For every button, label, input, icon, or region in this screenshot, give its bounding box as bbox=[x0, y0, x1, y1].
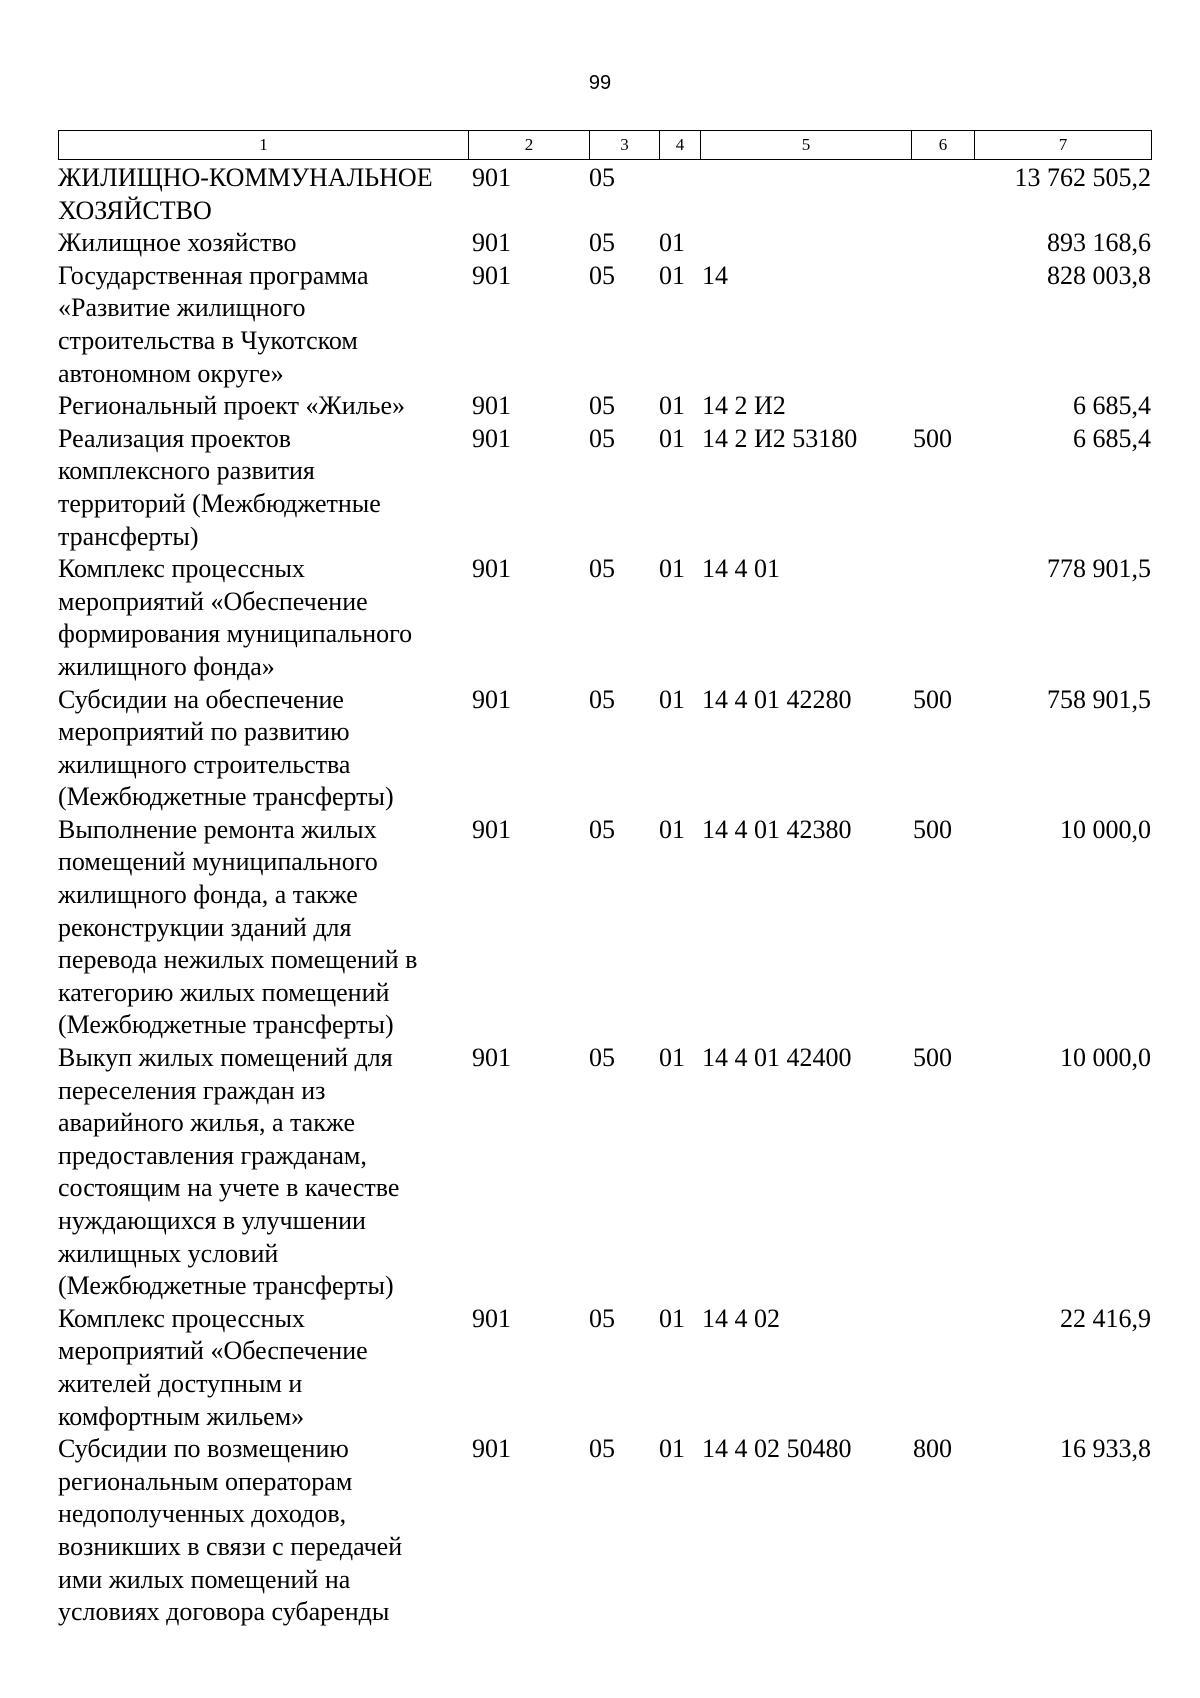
row-target-article-cell bbox=[700, 162, 911, 227]
row-code-2-cell: 901 bbox=[472, 391, 511, 421]
row-expense-type-cell bbox=[911, 227, 974, 260]
row-section-cell: 05 bbox=[589, 1434, 615, 1464]
row-amount-cell: 758 901,5 bbox=[1047, 684, 1151, 714]
row-amount-cell: 828 003,8 bbox=[1047, 260, 1151, 290]
column-header-7: 7 bbox=[975, 131, 1152, 160]
row-subsection-cell: 01 bbox=[659, 1434, 685, 1464]
row-expense-type-cell: 800 bbox=[913, 1434, 952, 1464]
budget-table bbox=[58, 162, 1151, 1629]
row-expense-type-cell bbox=[911, 390, 974, 423]
row-code-2-cell: 901 bbox=[472, 1303, 511, 1333]
row-subsection-cell: 01 bbox=[659, 554, 685, 584]
row-name-cell: Комплекс процессных мероприятий «Обеспечение формирования муниципального жилищного фонда» bbox=[58, 554, 413, 681]
column-header-table bbox=[58, 130, 1152, 160]
page-number: 99 bbox=[588, 72, 612, 94]
row-subsection-cell bbox=[659, 162, 700, 227]
row-section-cell: 05 bbox=[589, 423, 615, 453]
column-header-5: 5 bbox=[701, 131, 912, 160]
row-amount-cell: 893 168,6 bbox=[1047, 228, 1151, 258]
row-name-cell: ЖИЛИЩНО-КОММУНАЛЬНОЕ ХОЗЯЙСТВО bbox=[58, 163, 433, 225]
column-header-3: 3 bbox=[590, 131, 660, 160]
column-header-row bbox=[59, 131, 1152, 160]
row-amount-cell: 6 685,4 bbox=[1073, 391, 1151, 421]
row-target-article-cell: 14 4 02 bbox=[702, 1303, 780, 1333]
row-target-article-cell: 14 4 01 42380 bbox=[702, 814, 852, 844]
row-name-cell: Жилищное хозяйство bbox=[58, 228, 297, 258]
row-expense-type-cell bbox=[911, 1303, 974, 1433]
row-target-article-cell: 14 bbox=[702, 260, 728, 290]
row-expense-type-cell bbox=[911, 260, 974, 390]
column-header-2: 2 bbox=[469, 131, 590, 160]
row-name-cell: Субсидии по возмещению региональным операторам недополученных доходов, возникших в связи с передачей ими жилых помещений на условиях договора субаренды bbox=[58, 1434, 403, 1627]
row-name-cell: Выполнение ремонта жилых помещений муниципального жилищного фонда, а также реконструкции зданий для перевода нежилых помещений в категорию жилых помещений (Межбюджетные трансферты) bbox=[58, 814, 418, 1040]
row-subsection-cell: 01 bbox=[659, 684, 685, 714]
row-code-2-cell: 901 bbox=[472, 163, 511, 192]
row-expense-type-cell: 500 bbox=[913, 1043, 952, 1073]
row-amount-cell: 16 933,8 bbox=[1060, 1434, 1151, 1464]
table-row bbox=[58, 390, 1151, 423]
row-section-cell: 05 bbox=[589, 163, 615, 192]
row-code-2-cell: 901 bbox=[472, 423, 511, 453]
row-section-cell: 05 bbox=[589, 391, 615, 421]
row-subsection-cell: 01 bbox=[659, 814, 685, 844]
row-subsection-cell: 01 bbox=[659, 423, 685, 453]
row-amount-cell: 6 685,4 bbox=[1073, 423, 1151, 453]
table-row bbox=[58, 814, 1151, 1042]
row-expense-type-cell: 500 bbox=[913, 423, 952, 453]
row-code-2-cell: 901 bbox=[472, 228, 511, 258]
row-section-cell: 05 bbox=[589, 1303, 615, 1333]
table-row bbox=[58, 553, 1151, 683]
row-target-article-cell: 14 4 01 42280 bbox=[702, 684, 852, 714]
column-header-6: 6 bbox=[912, 131, 975, 160]
row-target-article-cell: 14 4 02 50480 bbox=[702, 1434, 852, 1464]
row-section-cell: 05 bbox=[589, 1043, 615, 1073]
table-row bbox=[58, 1433, 1151, 1629]
row-subsection-cell: 01 bbox=[659, 391, 685, 421]
row-expense-type-cell bbox=[911, 553, 974, 683]
row-amount-cell: 10 000,0 bbox=[1060, 1043, 1151, 1073]
column-header-1: 1 bbox=[59, 131, 469, 160]
row-name-cell: Реализация проектов комплексного развития территорий (Межбюджетные трансферты) bbox=[58, 423, 381, 551]
row-name-cell: Выкуп жилых помещений для переселения граждан из аварийного жилья, а также предоставления гражданам, состоящим на учете в качестве нуждающихся в улучшении жилищных условий (Межбюджетные трансферты) bbox=[58, 1043, 400, 1301]
row-code-2-cell: 901 bbox=[472, 1043, 511, 1073]
row-subsection-cell: 01 bbox=[659, 1043, 685, 1073]
table-row bbox=[58, 684, 1151, 814]
row-code-2-cell: 901 bbox=[472, 554, 511, 584]
row-expense-type-cell bbox=[911, 162, 974, 227]
row-subsection-cell: 01 bbox=[659, 228, 685, 258]
row-amount-cell: 778 901,5 bbox=[1047, 554, 1151, 584]
row-expense-type-cell: 500 bbox=[913, 684, 952, 714]
row-code-2-cell: 901 bbox=[472, 260, 511, 290]
table-row bbox=[58, 260, 1151, 390]
row-name-cell: Региональный проект «Жилье» bbox=[58, 391, 406, 421]
row-expense-type-cell: 500 bbox=[913, 814, 952, 844]
row-target-article-cell bbox=[700, 227, 911, 260]
column-header-4: 4 bbox=[660, 131, 701, 160]
row-amount-cell: 10 000,0 bbox=[1060, 814, 1151, 844]
row-code-2-cell: 901 bbox=[472, 1434, 511, 1464]
row-target-article-cell: 14 4 01 bbox=[702, 554, 780, 584]
row-amount-cell: 22 416,9 bbox=[1060, 1303, 1151, 1333]
row-subsection-cell: 01 bbox=[659, 1303, 685, 1333]
row-target-article-cell: 14 4 01 42400 bbox=[702, 1043, 852, 1073]
row-subsection-cell: 01 bbox=[659, 260, 685, 290]
row-section-cell: 05 bbox=[589, 684, 615, 714]
table-row bbox=[58, 423, 1151, 553]
table-row bbox=[58, 1042, 1151, 1303]
row-name-cell: Комплекс процессных мероприятий «Обеспечение жителей доступным и комфортным жильем» bbox=[58, 1303, 368, 1431]
row-code-2-cell: 901 bbox=[472, 684, 511, 714]
table-row bbox=[58, 1303, 1151, 1433]
row-target-article-cell: 14 2 И2 bbox=[702, 391, 786, 421]
row-code-2-cell: 901 bbox=[472, 814, 511, 844]
row-name-cell: Субсидии на обеспечение мероприятий по развитию жилищного строительства (Межбюджетные трансферты) bbox=[58, 684, 394, 812]
row-section-cell: 05 bbox=[589, 554, 615, 584]
row-section-cell: 05 bbox=[589, 260, 615, 290]
row-target-article-cell: 14 2 И2 53180 bbox=[702, 423, 858, 453]
row-section-cell: 05 bbox=[589, 228, 615, 258]
row-name-cell: Государственная программа «Развитие жилищного строительства в Чукотском автономном округе» bbox=[58, 260, 369, 388]
row-section-cell: 05 bbox=[589, 814, 615, 844]
row-amount-cell: 13 762 505,2 bbox=[1014, 163, 1151, 192]
table-row bbox=[58, 227, 1151, 260]
table-row bbox=[58, 162, 1151, 227]
